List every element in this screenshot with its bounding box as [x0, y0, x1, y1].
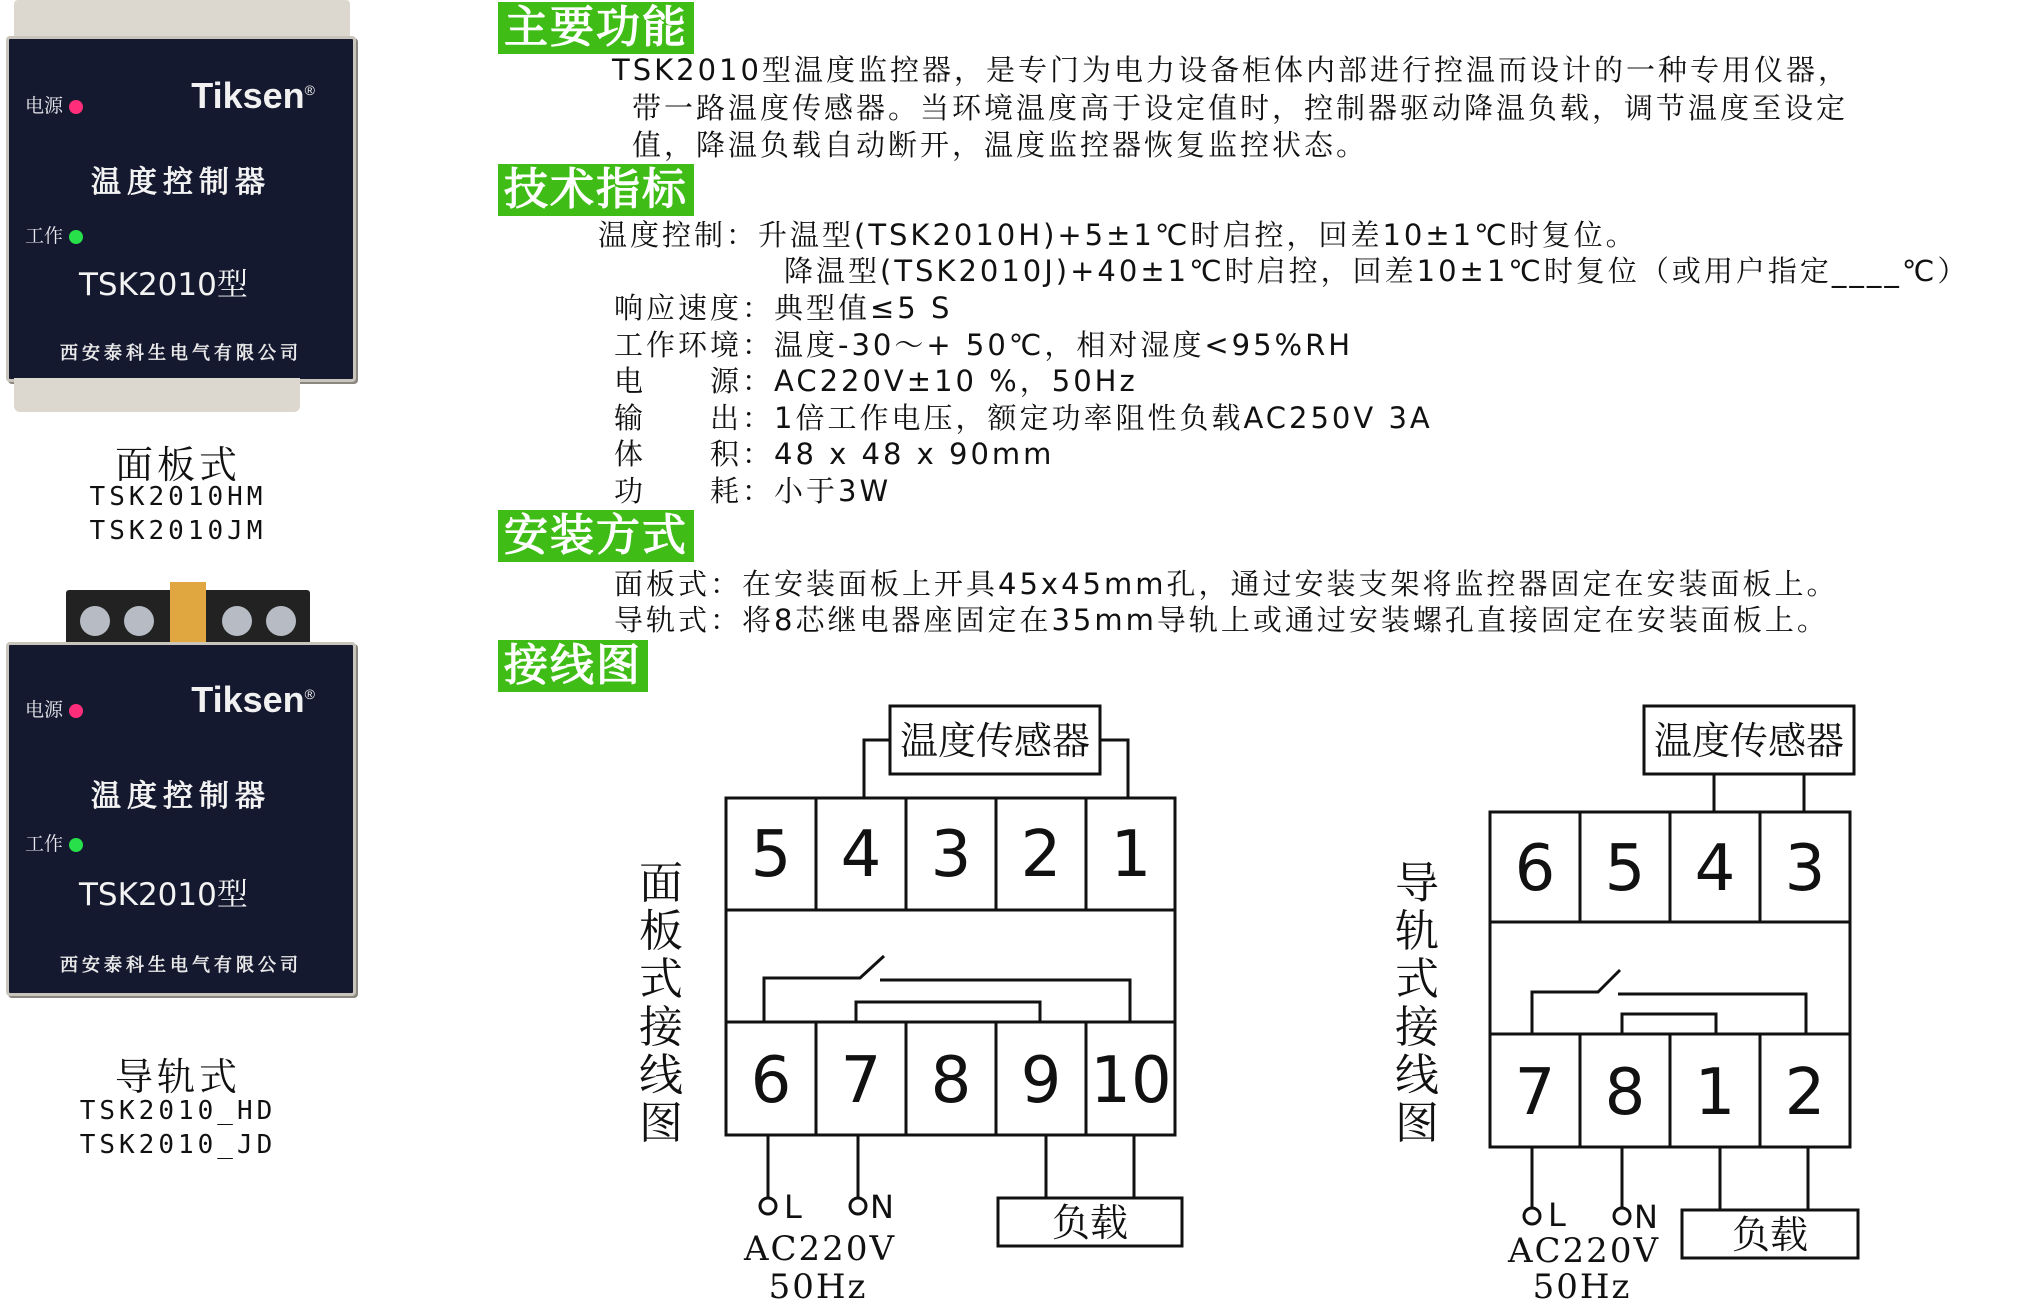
brand-logo: Tiksen® — [191, 679, 315, 720]
line-N-label: N — [870, 1188, 894, 1226]
sensor-label: 温度传感器 — [899, 719, 1091, 763]
power-frequency: 50Hz — [1532, 1267, 1632, 1302]
terminal-8: 8 — [1604, 1056, 1646, 1130]
heading-install: 安装方式 — [498, 510, 694, 562]
install-line-1: 面板式：在安装面板上开具45x45mm孔，通过安装支架将监控器固定在安装面板上。 — [614, 567, 1839, 601]
device-title: 温度控制器 — [91, 779, 271, 814]
terminal-7: 7 — [1514, 1056, 1556, 1130]
terminal-5: 5 — [1604, 832, 1646, 906]
spec-line-8: 功 耗：小于3W — [614, 474, 892, 508]
diagram-rail-label: 导轨式接线图 — [1395, 858, 1439, 1149]
caption-rail: 导轨式 — [114, 1055, 241, 1099]
terminal-2: 2 — [1784, 1056, 1826, 1130]
caption-panel-models: TSK2010HM TSK2010JM — [89, 482, 267, 546]
terminal-4: 4 — [1694, 832, 1736, 906]
terminal-3: 3 — [1784, 832, 1826, 906]
power-frequency: 50Hz — [768, 1267, 868, 1302]
power-led-label: 电源 — [25, 695, 83, 722]
line-N-label: N — [1634, 1198, 1658, 1236]
caption-rail-models: TSK2010_HD TSK2010_JD — [79, 1096, 277, 1160]
terminal-1: 1 — [1110, 818, 1152, 892]
terminal-10: 10 — [1090, 1044, 1172, 1118]
function-line-2: 带一路温度传感器。当环境温度高于设定值时，控制器驱动降温负载，调节温度至设定 — [632, 91, 1849, 125]
work-led-label: 工作 — [25, 829, 83, 856]
brand-logo: Tiksen® — [191, 75, 315, 116]
terminal-2: 2 — [1020, 818, 1062, 892]
power-led-icon — [69, 704, 83, 718]
device-model: TSK2010型 — [79, 877, 248, 913]
terminal-4: 4 — [840, 818, 882, 892]
heading-spec: 技术指标 — [498, 164, 694, 216]
work-led-icon — [69, 838, 83, 852]
spec-line-7: 体 积：48 x 48 x 90mm — [614, 437, 1055, 471]
device-company: 西安泰科生电气有限公司 — [60, 343, 302, 364]
spec-line-1: 温度控制：升温型(TSK2010H)+5±1℃时启控，回差10±1℃时复位。 — [598, 218, 1638, 252]
spec-line-2: 降温型(TSK2010J)+40±1℃时启控，回差10±1℃时复位（或用户指定____℃） — [784, 254, 1970, 288]
device-front-rail — [6, 642, 356, 996]
spec-line-3: 响应速度：典型值≤5 S — [614, 291, 953, 325]
function-line-1: TSK2010型温度监控器，是专门为电力设备柜体内部进行控温而设计的一种专用仪器， — [612, 53, 1850, 87]
diagram-panel-label: 面板式接线图 — [639, 858, 683, 1149]
device-bottom-clip — [14, 378, 300, 412]
device-front-panel — [6, 36, 356, 382]
heading-function: 主要功能 — [498, 2, 694, 54]
power-led-label: 电源 — [25, 91, 83, 118]
terminal-block — [66, 590, 310, 646]
power-voltage: AC220V — [1507, 1231, 1661, 1271]
terminal-9: 9 — [1020, 1044, 1062, 1118]
terminal-6: 6 — [1514, 832, 1556, 906]
terminal-5: 5 — [750, 818, 792, 892]
work-led-icon — [69, 230, 83, 244]
spec-line-6: 输 出：1倍工作电压，额定功率阻性负载AC250V 3A — [614, 401, 1433, 435]
terminal-1: 1 — [1694, 1056, 1736, 1130]
sensor-label: 温度传感器 — [1653, 719, 1845, 763]
terminal-3: 3 — [930, 818, 972, 892]
spec-line-5: 电 源：AC220V±10 %，50Hz — [614, 364, 1138, 398]
load-label: 负载 — [1051, 1201, 1129, 1245]
terminal-6: 6 — [750, 1044, 792, 1118]
line-L-label: L — [1548, 1196, 1566, 1234]
line-L-label: L — [784, 1188, 802, 1226]
work-led-label: 工作 — [25, 221, 83, 248]
terminal-8: 8 — [930, 1044, 972, 1118]
function-line-3: 值，降温负载自动断开，温度监控器恢复监控状态。 — [632, 128, 1369, 162]
power-led-icon — [69, 100, 83, 114]
terminal-7: 7 — [840, 1044, 882, 1118]
device-company: 西安泰科生电气有限公司 — [60, 955, 302, 976]
device-title: 温度控制器 — [91, 165, 271, 200]
caption-panel: 面板式 — [114, 443, 241, 487]
load-label: 负载 — [1731, 1213, 1809, 1257]
spec-line-4: 工作环境：温度-30～+ 50℃，相对湿度<95%RH — [614, 328, 1354, 362]
power-voltage: AC220V — [743, 1229, 897, 1269]
device-model: TSK2010型 — [79, 267, 248, 303]
install-line-2: 导轨式：将8芯继电器座固定在35mm导轨上或通过安装螺孔直接固定在安装面板上。 — [614, 603, 1829, 637]
heading-wiring: 接线图 — [498, 640, 648, 692]
